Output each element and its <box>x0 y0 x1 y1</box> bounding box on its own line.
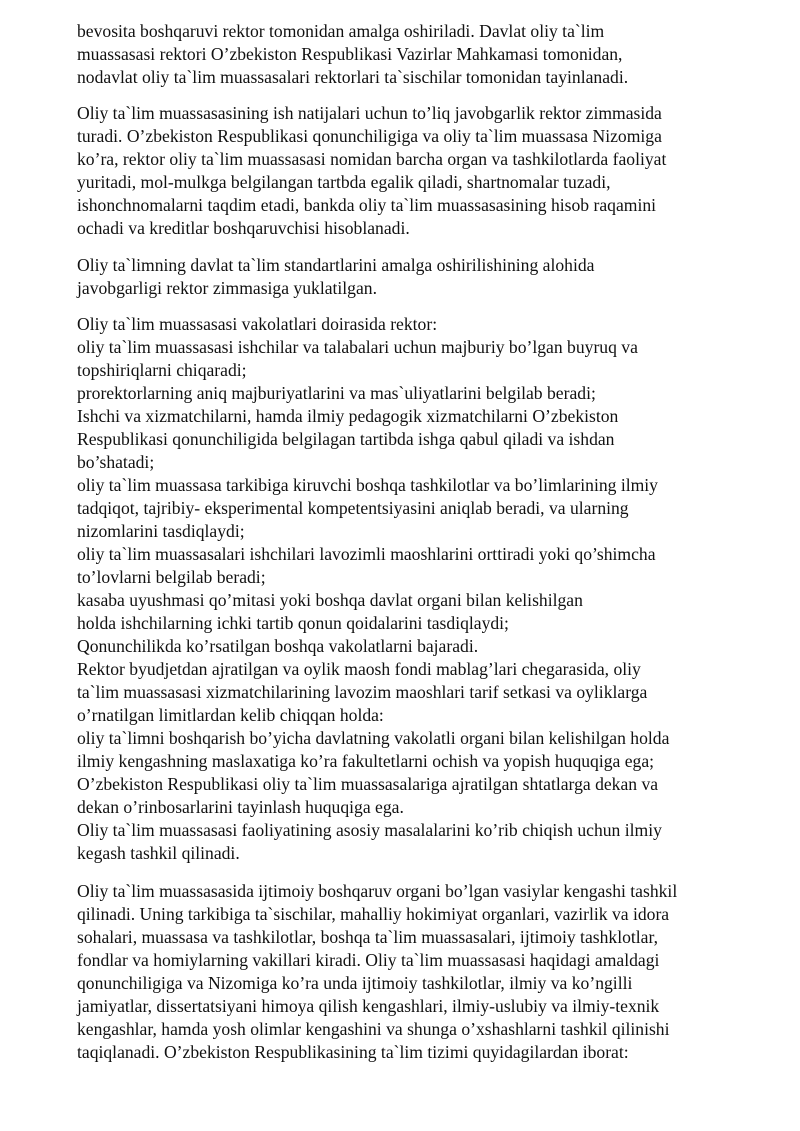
text-line: tadqiqot, tajribiy- eksperimental kompetentsiyasini aniqlab beradi, va ularning <box>77 498 629 518</box>
text-line: kasaba uyushmasi qo’mitasi yoki boshqa davlat organi bilan kelishilgan <box>77 590 583 610</box>
text-line: qonunchiligiga va Nizomiga ko’ra unda ijtimoiy tashkilotlar, ilmiy va ko’ngilli <box>77 973 633 993</box>
text-line: turadi. O’zbekiston Respublikasi qonunchiligiga va oliy ta`lim muassasa Nizomiga <box>77 126 662 146</box>
text-line: nodavlat oliy ta`lim muassasalari rektorlari ta`sischilar tomonidan tayinlanadi. <box>77 67 629 87</box>
paragraph <box>77 880 767 1064</box>
text-line: Rektor byudjetdan ajratilgan va oylik maosh fondi mablag’lari chegarasida, oliy <box>77 659 641 679</box>
text-line: oliy ta`lim muassasalari ishchilari lavozimli maoshlarini orttiradi yoki qo’shimcha <box>77 544 656 564</box>
paragraph <box>77 313 767 865</box>
text-line: to’lovlarni belgilab beradi; <box>77 567 266 587</box>
paragraph <box>77 102 767 240</box>
text-line: topshiriqlarni chiqaradi; <box>77 360 247 380</box>
text-line: sohalari, muassasa va tashkilotlar, boshqa ta`lim muassasalari, ijtimoiy tashklotlar, <box>77 927 659 947</box>
text-line: Oliy ta`limning davlat ta`lim standartlarini amalga oshirilishining alohida <box>77 255 595 275</box>
text-line: ko’ra, rektor oliy ta`lim muassasasi nomidan barcha organ va tashkilotlarda faoliyat <box>77 149 667 169</box>
text-line: nizomlarini tasdiqlaydi; <box>77 521 245 541</box>
text-line: ta`lim muassasasi xizmatchilarining lavozim maoshlari tarif setkasi va oyliklarga <box>77 682 648 702</box>
text-line: prorektorlarning aniq majburiyatlarini va mas`uliyatlarini belgilab beradi; <box>77 383 596 403</box>
text-line: Oliy ta`lim muassasasi faoliyatining asosiy masalalarini ko’rib chiqish uchun ilmiy <box>77 820 662 840</box>
text-line: kegash tashkil qilinadi. <box>77 843 240 863</box>
text-line: Oliy ta`lim muassasasining ish natijalari uchun to’liq javobgarlik rektor zimmasida <box>77 103 662 123</box>
text-line: o’rnatilgan limitlardan kelib chiqqan holda: <box>77 705 384 725</box>
paragraph <box>77 254 767 300</box>
text-line: yuritadi, mol-mulkga belgilangan tartbda egalik qiladi, shartnomalar tuzadi, <box>77 172 611 192</box>
text-line: holda ishchilarning ichki tartib qonun qoidalarini tasdiqlaydi; <box>77 613 509 633</box>
text-line: oliy ta`lim muassasasi ishchilar va talabalari uchun majburiy bo’lgan buyruq va <box>77 337 638 357</box>
text-line: qilinadi. Uning tarkibiga ta`sischilar, mahalliy hokimiyat organlari, vazirlik va idora <box>77 904 670 924</box>
text-line: oliy ta`lim muassasa tarkibiga kiruvchi boshqa tashkilotlar va bo’limlarining ilmiy <box>77 475 658 495</box>
text-line: Oliy ta`lim muassasasi vakolatlari doirasida rektor: <box>77 314 438 334</box>
text-line: Respublikasi qonunchiligida belgilagan tartibda ishga qabul qiladi va ishdan <box>77 429 615 449</box>
text-line: ishonchnomalarni taqdim etadi, bankda oliy ta`lim muassasasining hisob raqamini <box>77 195 657 215</box>
text-line: ochadi va kreditlar boshqaruvchisi hisoblanadi. <box>77 218 410 238</box>
text-line: dekan o’rinbosarlarini tayinlash huquqiga ega. <box>77 797 404 817</box>
text-line: fondlar va homiylarning vakillari kiradi. Oliy ta`lim muassasasi haqidagi amaldagi <box>77 950 660 970</box>
text-line: kengashlar, hamda yosh olimlar kengashini va shunga o’xshashlarni tashkil qilinishi <box>77 1019 670 1039</box>
text-line: bo’shatadi; <box>77 452 155 472</box>
text-line: javobgarligi rektor zimmasiga yuklatilgan. <box>77 278 377 298</box>
text-line: Oliy ta`lim muassasasida ijtimoiy boshqaruv organi bo’lgan vasiylar kengashi tashkil <box>77 881 678 901</box>
text-line: taqiqlanadi. O’zbekiston Respublikasining ta`lim tizimi quyidagilardan iborat: <box>77 1042 629 1062</box>
text-line: bevosita boshqaruvi rektor tomonidan amalga oshiriladi. Davlat oliy ta`lim <box>77 21 605 41</box>
text-line: Qonunchilikda ko’rsatilgan boshqa vakolatlarni bajaradi. <box>77 636 479 656</box>
text-line: muassasasi rektori O’zbekiston Respublikasi Vazirlar Mahkamasi tomonidan, <box>77 44 623 64</box>
text-line: oliy ta`limni boshqarish bo’yicha davlatning vakolatli organi bilan kelishilgan holda <box>77 728 670 748</box>
text-line: O’zbekiston Respublikasi oliy ta`lim muassasalariga ajratilgan shtatlarga dekan va <box>77 774 659 794</box>
text-line: ilmiy kengashning maslaxatiga ko’ra fakultetlarni ochish va yopish huquqiga ega; <box>77 751 655 771</box>
text-line: Ishchi va xizmatchilarni, hamda ilmiy pedagogik xizmatchilarni O’zbekiston <box>77 406 619 426</box>
text-line: jamiyatlar, dissertatsiyani himoya qilish kengashlari, ilmiy-uslubiy va ilmiy-texnik <box>77 996 660 1016</box>
paragraph <box>77 20 767 89</box>
